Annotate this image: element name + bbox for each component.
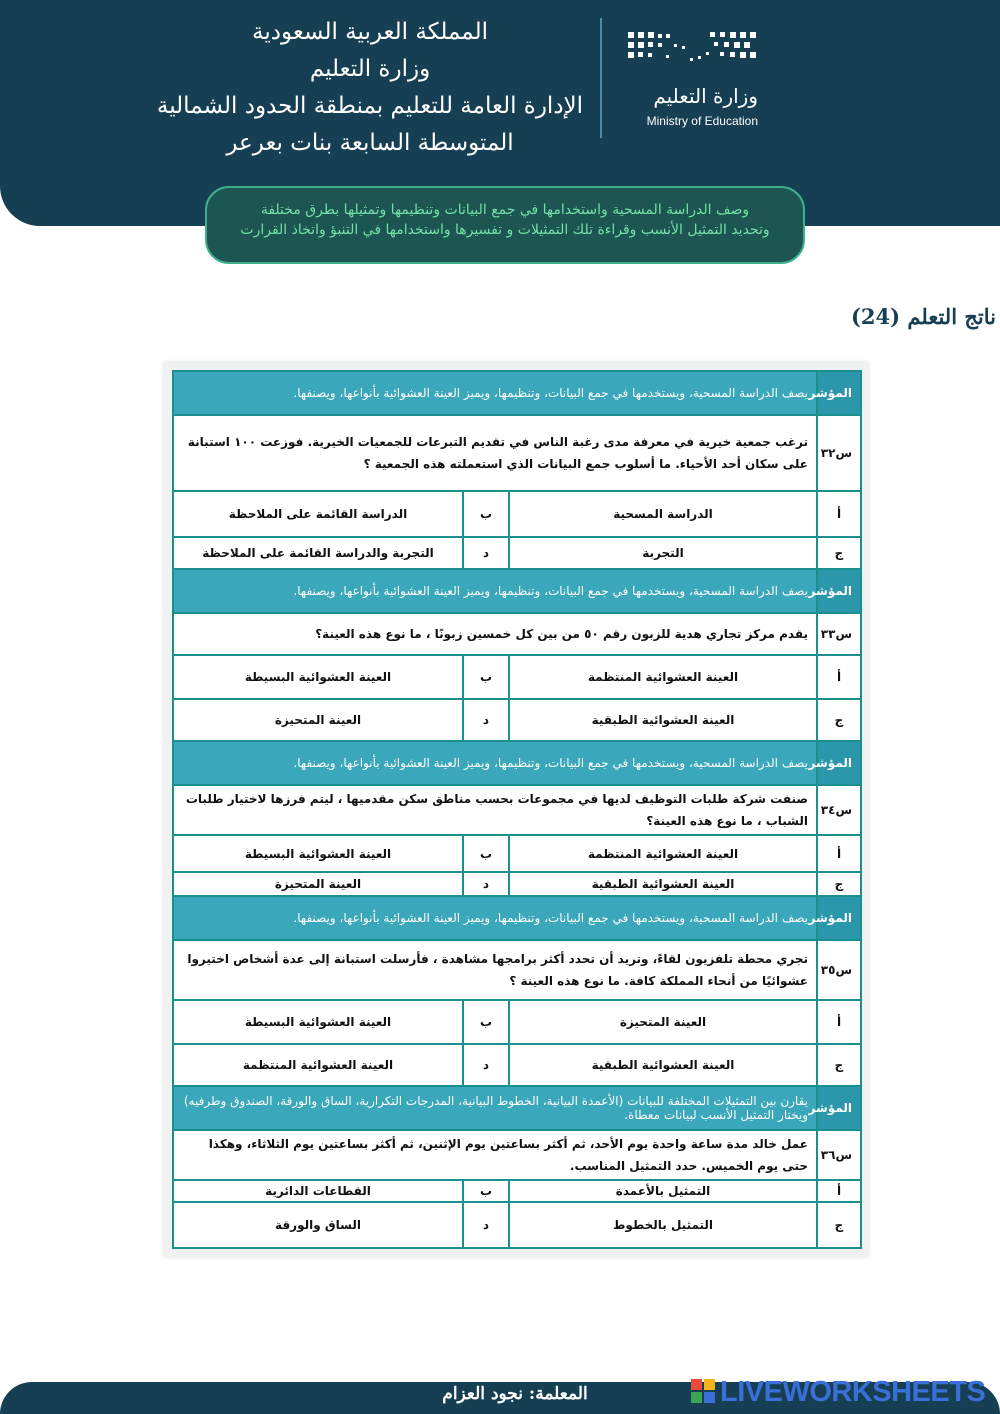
question-text: يقدم مركز تجاري هدية للزبون رقم ٥٠ من بين كل خمسين زبونًا ، ما نوع هذه العينة؟ bbox=[173, 613, 817, 655]
option-letter: ج bbox=[817, 1202, 861, 1248]
indicator-label: المؤشر bbox=[817, 371, 861, 415]
option-letter: أ bbox=[817, 1180, 861, 1202]
option-text: الساق والورقة bbox=[173, 1202, 463, 1248]
option-letter: ج bbox=[817, 872, 861, 896]
liveworksheets-logo-icon bbox=[690, 1378, 716, 1404]
indicator-row bbox=[173, 741, 861, 785]
ministry-logo bbox=[622, 26, 762, 136]
option-text: العينة المتحيزة bbox=[173, 872, 463, 896]
options-row bbox=[173, 491, 861, 537]
question-number: س٣٤ bbox=[817, 785, 861, 835]
quiz-table bbox=[172, 370, 862, 1249]
options-row bbox=[173, 1000, 861, 1044]
option-text: العينة المتحيزة bbox=[173, 699, 463, 741]
option-letter: د bbox=[463, 872, 509, 896]
header-line-country: المملكة العربية السعودية bbox=[252, 19, 488, 45]
option-letter: أ bbox=[817, 491, 861, 537]
option-text: العينة العشوائية البسيطة bbox=[173, 655, 463, 699]
option-text: الدراسة القائمة على الملاحظة bbox=[173, 491, 463, 537]
option-letter: ب bbox=[463, 1180, 509, 1202]
option-letter: ب bbox=[463, 835, 509, 871]
option-letter: ج bbox=[817, 537, 861, 569]
option-text: العينة العشوائية الطبقية bbox=[509, 872, 817, 896]
quiz-table-image bbox=[164, 362, 868, 1257]
description-line: وصف الدراسة المسحية واستخدامها في جمع البيانات وتنظيمها وتمثيلها بطرق مختلفة bbox=[260, 202, 750, 218]
option-text: التجربة bbox=[509, 537, 817, 569]
indicator-row bbox=[173, 371, 861, 415]
indicator-label: المؤشر bbox=[817, 1086, 861, 1130]
option-text: العينة العشوائية المنتظمة bbox=[173, 1044, 463, 1086]
question-row bbox=[173, 613, 861, 655]
option-text: العينة العشوائية الطبقية bbox=[509, 1044, 817, 1086]
question-number: س٣٢ bbox=[817, 415, 861, 491]
question-row bbox=[173, 1130, 861, 1180]
option-text: التمثيل بالأعمدة bbox=[509, 1180, 817, 1202]
option-letter: د bbox=[463, 1202, 509, 1248]
question-number: س٣٦ bbox=[817, 1130, 861, 1180]
option-letter: ب bbox=[463, 491, 509, 537]
option-letter: ب bbox=[463, 655, 509, 699]
option-letter: أ bbox=[817, 1000, 861, 1044]
options-row bbox=[173, 872, 861, 896]
option-letter: أ bbox=[817, 835, 861, 871]
option-text: العينة العشوائية الطبقية bbox=[509, 699, 817, 741]
teacher-name: المعلمة: نجود العزام bbox=[442, 1384, 588, 1404]
options-row bbox=[173, 1180, 861, 1202]
option-text: التمثيل بالخطوط bbox=[509, 1202, 817, 1248]
question-row bbox=[173, 785, 861, 835]
option-text: العينة العشوائية البسيطة bbox=[173, 1000, 463, 1044]
description-line: وتحديد التمثيل الأنسب وقراءة تلك التمثيلات و تفسيرها واستخدامها في التنبؤ واتخاذ القرارت bbox=[240, 222, 770, 238]
indicator-label: المؤشر bbox=[817, 569, 861, 613]
indicator-text: يصف الدراسة المسحية، ويستخدمها في جمع البيانات، وتنظيمها، ويميز العينة العشوائية بأنواعها، ويصنفها. bbox=[173, 741, 817, 785]
option-text: العينة العشوائية المنتظمة bbox=[509, 835, 817, 871]
liveworksheets-wordmark: LIVEWORKSHEETS bbox=[720, 1376, 986, 1408]
question-number: س٣٣ bbox=[817, 613, 861, 655]
outcome-description bbox=[205, 186, 805, 264]
institution-title bbox=[150, 14, 590, 162]
option-letter: أ bbox=[817, 655, 861, 699]
indicator-text: يقارن بين التمثيلات المختلفة للبيانات (الأعمدة البيانية، الخطوط البيانية، المدرجات التكرارية، الساق والورقة، الصندوق وطرفيه) ويختار التمثيل الأنسب لبيانات معطاة. bbox=[173, 1086, 817, 1130]
header-divider bbox=[600, 18, 602, 138]
indicator-label: المؤشر bbox=[817, 896, 861, 940]
header-line-school: المتوسطة السابعة بنات بعرعر bbox=[226, 130, 514, 156]
options-row bbox=[173, 655, 861, 699]
question-row bbox=[173, 415, 861, 491]
option-letter: د bbox=[463, 699, 509, 741]
logo-english-text: Ministry of Education bbox=[646, 114, 758, 128]
options-row bbox=[173, 835, 861, 871]
question-number: س٣٥ bbox=[817, 940, 861, 1000]
indicator-text: يصف الدراسة المسحية، ويستخدمها في جمع البيانات، وتنظيمها، ويميز العينة العشوائية بأنواعها، ويصنفها. bbox=[173, 569, 817, 613]
indicator-row bbox=[173, 896, 861, 940]
option-text: العينة المتحيزة bbox=[509, 1000, 817, 1044]
option-letter: د bbox=[463, 1044, 509, 1086]
question-row bbox=[173, 940, 861, 1000]
option-text: الدراسة المسحية bbox=[509, 491, 817, 537]
indicator-row bbox=[173, 1086, 861, 1130]
options-row bbox=[173, 699, 861, 741]
learning-outcome-title: ناتج التعلم (24) bbox=[850, 304, 996, 329]
option-text: العينة العشوائية المنتظمة bbox=[509, 655, 817, 699]
option-letter: ب bbox=[463, 1000, 509, 1044]
indicator-row bbox=[173, 569, 861, 613]
question-text: تجري محطة تلفزيون لقاءً، وتريد أن تحدد أكثر برامجها مشاهدة ، فأرسلت استبانة إلى عدة أشخاص اختيروا عشوائيًا من أنحاء المملكة كافة. ما نوع هذه العينة ؟ bbox=[173, 940, 817, 1000]
header-line-administration: الإدارة العامة للتعليم بمنطقة الحدود الشمالية bbox=[156, 93, 584, 119]
option-letter: د bbox=[463, 537, 509, 569]
options-row bbox=[173, 1202, 861, 1248]
option-text: القطاعات الدائرية bbox=[173, 1180, 463, 1202]
question-text: صنفت شركة طلبات التوظيف لديها في مجموعات بحسب مناطق سكن مقدميها ، ليتم فرزها لاختيار طلبات الشباب ، ما نوع هذه العينة؟ bbox=[173, 785, 817, 835]
header-line-ministry: وزارة التعليم bbox=[309, 56, 431, 82]
option-text: التجربة والدراسة القائمة على الملاحظة bbox=[173, 537, 463, 569]
ministry-logo-dots-icon bbox=[626, 28, 758, 68]
option-letter: ج bbox=[817, 699, 861, 741]
option-letter: ج bbox=[817, 1044, 861, 1086]
indicator-text: يصف الدراسة المسحية، ويستخدمها في جمع البيانات، وتنظيمها، ويميز العينة العشوائية بأنواعها، ويصنفها. bbox=[173, 896, 817, 940]
option-text: العينة العشوائية البسيطة bbox=[173, 835, 463, 871]
options-row bbox=[173, 1044, 861, 1086]
indicator-text: يصف الدراسة المسحية، ويستخدمها في جمع البيانات، وتنظيمها، ويميز العينة العشوائية بأنواعها، ويصنفها. bbox=[173, 371, 817, 415]
liveworksheets-brand[interactable] bbox=[690, 1376, 1000, 1408]
logo-arabic-text: وزارة التعليم bbox=[653, 84, 758, 108]
options-row bbox=[173, 537, 861, 569]
question-text: عمل خالد مدة ساعة واحدة يوم الأحد، ثم أكثر بساعتين يوم الإثنين، ثم أكثر بساعتين يوم الثلاثاء، وهكذا حتى يوم الخميس. حدد التمثيل المناسب. bbox=[173, 1130, 817, 1180]
question-text: ترغب جمعية خيرية في معرفة مدى رغبة الناس في تقديم التبرعات للجمعيات الخيرية. فوزعت ١٠٠ استبانة على سكان أحد الأحياء. ما أسلوب جمع البيانات الذي استعملته هذه الجمعية ؟ bbox=[173, 415, 817, 491]
indicator-label: المؤشر bbox=[817, 741, 861, 785]
